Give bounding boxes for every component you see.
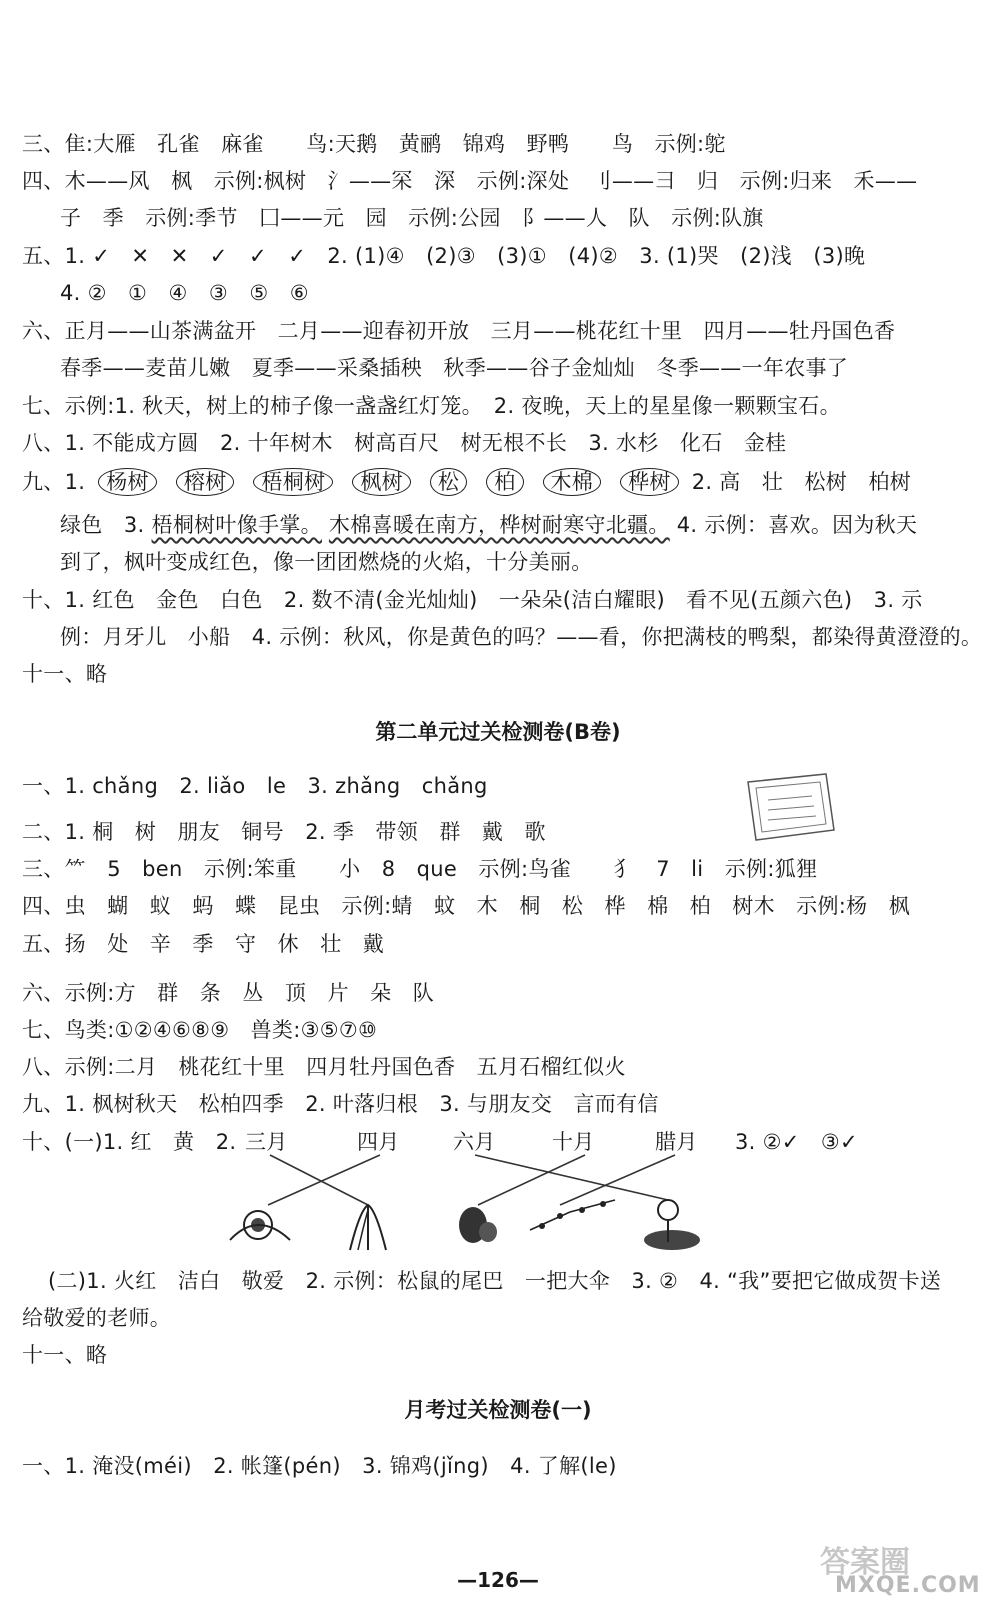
month-label: 四月 <box>357 1130 400 1154</box>
unit2-line-12: 十一、略 <box>22 1343 108 1367</box>
answer-line-11: 十一、略 <box>22 662 108 686</box>
answer-9-prefix: 九、1. <box>22 470 86 494</box>
unit2-line-10-prefix: 十、(一)1. 红 黄 2. <box>22 1130 237 1154</box>
stamp-icon <box>742 770 838 846</box>
circled-word: 松 <box>430 468 467 496</box>
section-title-unit2-b: 第二单元过关检测卷(B卷) <box>375 720 621 744</box>
section-title-monthly-test-1: 月考过关检测卷(一) <box>404 1398 592 1422</box>
circled-word: 木棉 <box>543 468 602 496</box>
answer-line-6-cont: 春季——麦苗儿嫩 夏季——采桑插秧 秋季——谷子金灿灿 冬季——一年农事了 <box>60 356 849 380</box>
answer-line-9-cont2: 到了，枫叶变成红色，像一团团燃烧的火焰，十分美丽。 <box>60 550 593 574</box>
unit2-line-7: 七、鸟类:①②④⑥⑧⑨ 兽类:③⑤⑦⑩ <box>22 1018 378 1042</box>
watermark-logo <box>780 1545 981 1598</box>
answer-line-7: 七、示例:1. 秋天，树上的柿子像一盏盏红灯笼。 2. 夜晚，天上的星星像一颗颗宝石。 <box>22 394 841 418</box>
unit2-line-9: 九、1. 枫树秋天 松柏四季 2. 叶落归根 3. 与朋友交 言而有信 <box>22 1092 659 1116</box>
circled-word: 榕树 <box>176 468 235 496</box>
match-line <box>478 1155 585 1205</box>
answer-line-10: 十、1. 红色 金色 白色 2. 数不清(金光灿灿) 一朵朵(洁白耀眼) 看不见(五颜六色) 3. 示 <box>22 588 923 612</box>
matching-diagram <box>220 1150 740 1260</box>
watermark-logo-text: 答案圈 <box>820 1545 910 1580</box>
circled-word: 枫树 <box>352 468 411 496</box>
answer-line-3: 三、隹:大雁 孔雀 麻雀 鸟:天鹅 黄鹂 锦鸡 野鸭 鸟 示例:鸵 <box>22 132 726 156</box>
answer-line-9-cont <box>60 509 917 539</box>
circled-word: 桦树 <box>620 468 679 496</box>
monthly-line-1: 一、1. 淹没(méi) 2. 帐篷(pén) 3. 锦鸡(jǐng) 4. 了解(le) <box>22 1454 617 1478</box>
watermark-url: MXQE.COM <box>835 1573 981 1598</box>
circled-word: 杨树 <box>98 468 157 496</box>
unit2-line-11: (二)1. 火红 洁白 敬爱 2. 示例：松鼠的尾巴 一把大伞 3. ② 4. “我”要把它做成贺卡送 <box>48 1269 942 1293</box>
unit2-line-5: 五、扬 处 辛 季 守 休 壮 戴 <box>22 932 385 956</box>
answer-line-8: 八、1. 不能成方圆 2. 十年树木 树高百尺 树无根不长 3. 水杉 化石 金桂 <box>22 431 787 455</box>
unit2-line-1: 一、1. chǎng 2. liǎo le 3. zhǎng chǎng <box>22 774 488 798</box>
unit2-line-2: 二、1. 桐 树 朋友 铜号 2. 季 带领 群 戴 歌 <box>22 820 546 844</box>
wavy-underlined-text: 梧桐树叶像手掌。 <box>151 513 322 537</box>
answer-9-post: 2. 高 壮 松树 柏树 <box>691 470 911 494</box>
wavy-underlined-text: 木棉喜暖在南方，桦树耐寒守北疆。 <box>328 513 670 537</box>
unit2-line-3: 三、⺮ 5 ben 示例:笨重 小 8 que 示例:鸟雀 犭 7 li 示例:狐狸 <box>22 857 818 881</box>
month-label: 十月 <box>552 1130 595 1154</box>
circled-word: 柏 <box>486 468 523 496</box>
plum-blossom-icon <box>530 1200 615 1230</box>
month-label: 三月 <box>245 1130 288 1154</box>
willow-icon <box>350 1205 386 1250</box>
answer-line-5: 五、1. ✓ ✕ ✕ ✓ ✓ ✓ 2. (1)④ (2)③ (3)① (4)② 3. (1)哭 (2)浅 (3)晚 <box>22 244 866 268</box>
unit2-line-6: 六、示例:方 群 条 丛 顶 片 朵 队 <box>22 981 435 1005</box>
answer-line-5-cont: 4. ② ① ④ ③ ⑤ ⑥ <box>60 281 309 305</box>
peony-icon <box>230 1211 290 1240</box>
circled-word: 梧桐树 <box>253 468 333 496</box>
unit2-line-11-cont: 给敬爱的老师。 <box>22 1306 172 1330</box>
answer-line-10-cont: 例：月牙儿 小船 4. 示例：秋风，你是黄色的吗？——看，你把满枝的鸭梨，都染得黄澄澄的。 <box>60 625 983 649</box>
chrysanthemum-icon <box>459 1207 497 1243</box>
answer-line-9 <box>22 466 911 496</box>
answer-text: 绿色 3. <box>60 513 145 537</box>
page-number: —126— <box>457 1568 539 1592</box>
unit2-line-4: 四、虫 蝴 蚁 蚂 蝶 昆虫 示例:蜻 蚊 木 桐 松 桦 棉 柏 树木 示例:杨 枫 <box>22 894 911 918</box>
answer-line-4-cont: 子 季 示例:季节 囗——元 园 示例:公园 阝——人 队 示例:队旗 <box>60 206 764 230</box>
unit2-line-8: 八、示例:二月 桃花红十里 四月牡丹国色香 五月石榴红似火 <box>22 1055 626 1079</box>
answer-line-6: 六、正月——山茶满盆开 二月——迎春初开放 三月——桃花红十里 四月——牡丹国色香 <box>22 319 896 343</box>
unit2-line-10-post: 3. ②✓ ③✓ <box>735 1130 858 1154</box>
month-label: 腊月 <box>655 1130 698 1154</box>
month-label: 六月 <box>453 1130 496 1154</box>
answer-line-4: 四、木——风 枫 示例:枫树 氵——罙 深 示例:深处 刂——彐 归 示例:归来 禾—— <box>22 169 918 193</box>
answer-text: 4. 示例：喜欢。因为秋天 <box>676 513 918 537</box>
lotus-icon <box>644 1200 700 1250</box>
